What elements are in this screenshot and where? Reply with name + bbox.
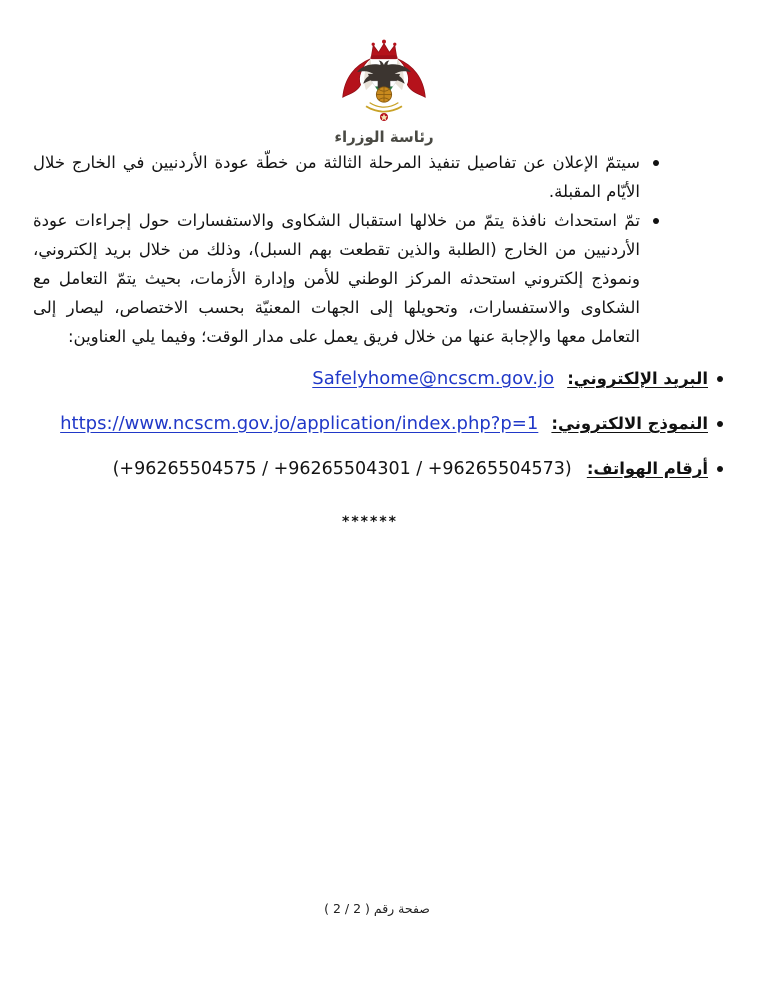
page-number-footer: صفحة رقم ( 2 / 2 ) [324, 901, 430, 916]
bullet-icon [717, 376, 723, 382]
paragraph-text: تمّ استحداث نافذة يتمّ من خلالها استقبال الشكاوى والاستفسارات حول إجراءات عودة الأردنيين من الخارج (الطلبة والذين تقطعت بهم السبل)، وذلك من خلال بريد إلكتروني، ونموذج إلكتروني استحدثه المركز الوطني للأمن وإدارة الأزمات، بحيث يتمّ التعامل مع الشكاوى والاستفسارات، وتحويلها إلى الجهات المعنيّة بحسب الاختصاص، ليصار إلى التعامل معها والإجابة عنها من خلال فريق يعمل على مدار الوقت؛ وفيما يلي العناوين: [33, 211, 640, 346]
contact-row-phones [33, 454, 708, 484]
phones-label: أرقام الهواتف: [586, 459, 708, 478]
globe-icon [376, 87, 391, 102]
bullet-paragraph [33, 148, 640, 206]
header-logo [0, 38, 768, 146]
email-link[interactable]: Safelyhome@ncscm.gov.jo [312, 368, 555, 389]
phone-numbers: (+96265504575 / +96265504301 / +96265504573) [112, 459, 572, 479]
form-url-link[interactable]: https://www.ncscm.gov.jo/application/index.php?p=1 [60, 413, 539, 434]
form-label: النموذج الالكتروني: [551, 414, 708, 433]
crown-icon [371, 40, 398, 59]
bullet-paragraph [33, 206, 640, 351]
bullet-paragraph-list [33, 148, 640, 351]
paragraph-text: سيتمّ الإعلان عن تفاصيل تنفيذ المرحلة الثالثة من خطّة عودة الأردنيين في الخارج خلال الأيّام المقبلة. [33, 153, 640, 201]
wreath-icon [366, 103, 402, 112]
contact-list [33, 364, 708, 484]
jordan-coat-of-arms-logo [330, 38, 438, 126]
logo-calligraphy-text: رئاسة الوزراء [334, 128, 434, 146]
bullet-icon [653, 160, 659, 166]
bullet-icon [717, 466, 723, 472]
asterisk-separator: ****** [342, 514, 398, 530]
bullet-icon [717, 421, 723, 427]
contact-row-form [33, 409, 708, 439]
bullet-icon [653, 218, 659, 224]
document-body [0, 148, 768, 530]
contact-row-email [33, 364, 708, 394]
email-label: البريد الإلكتروني: [567, 369, 708, 388]
star-icon [380, 113, 388, 121]
